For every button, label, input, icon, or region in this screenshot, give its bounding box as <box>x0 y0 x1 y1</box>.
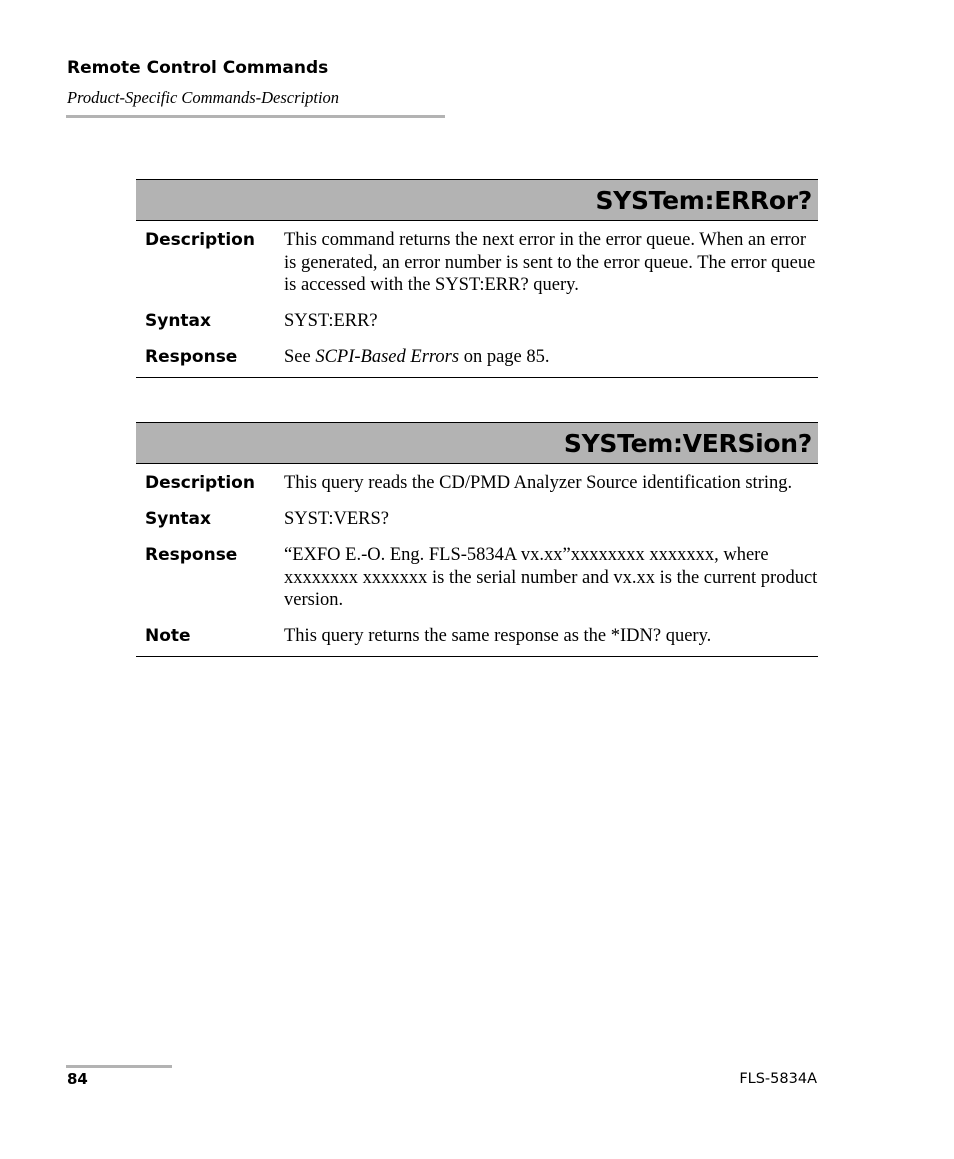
table-row <box>136 537 818 618</box>
product-code: FLS-5834A <box>739 1071 817 1087</box>
table-row <box>136 221 818 303</box>
header-divider <box>66 115 445 118</box>
command-details-table <box>136 464 818 657</box>
response-suffix: on page 85. <box>459 346 550 367</box>
row-value: SYST:VERS? <box>284 509 389 529</box>
command-details-table <box>136 221 818 378</box>
table-row <box>136 339 818 378</box>
table-row <box>136 303 818 339</box>
command-block-system-version <box>136 422 818 657</box>
row-value: This command returns the next error in the error queue. When an error is generated, an error number is sent to the error queue. The error queue is accessed with the SYST:ERR? query. <box>284 230 816 295</box>
row-value: “EXFO E.-O. Eng. FLS-5834A vx.xx”xxxxxxxx xxxxxxx, where xxxxxxxx xxxxxxx is the serial number and vx.xx is the current product version. <box>284 545 818 610</box>
row-value <box>284 339 818 378</box>
command-block-system-error <box>136 179 818 378</box>
row-label: Response <box>145 545 238 565</box>
row-label: Response <box>145 346 238 367</box>
row-value: This query reads the CD/PMD Analyzer Source identification string. <box>284 473 793 493</box>
row-label: Syntax <box>145 509 211 529</box>
running-header-subtitle: Product-Specific Commands-Description <box>67 88 340 107</box>
command-title: SYSTem:VERSion? <box>563 429 812 458</box>
response-prefix: See <box>284 346 316 367</box>
row-label: Description <box>145 230 255 250</box>
running-header-title: Remote Control Commands <box>67 58 329 78</box>
command-title-bar <box>136 422 818 464</box>
row-label: Description <box>145 473 255 493</box>
row-value: SYST:ERR? <box>284 310 378 331</box>
command-title: SYSTem:ERRor? <box>595 186 812 215</box>
cross-reference-link[interactable]: SCPI-Based Errors <box>315 346 460 367</box>
table-row <box>136 501 818 537</box>
footer-divider <box>66 1065 172 1068</box>
table-row <box>136 618 818 657</box>
row-label: Syntax <box>145 310 211 331</box>
row-label: Note <box>145 625 191 646</box>
page-number: 84 <box>67 1070 88 1088</box>
row-value: This query returns the same response as the *IDN? query. <box>284 625 712 646</box>
table-row <box>136 464 818 501</box>
command-title-bar <box>136 179 818 221</box>
